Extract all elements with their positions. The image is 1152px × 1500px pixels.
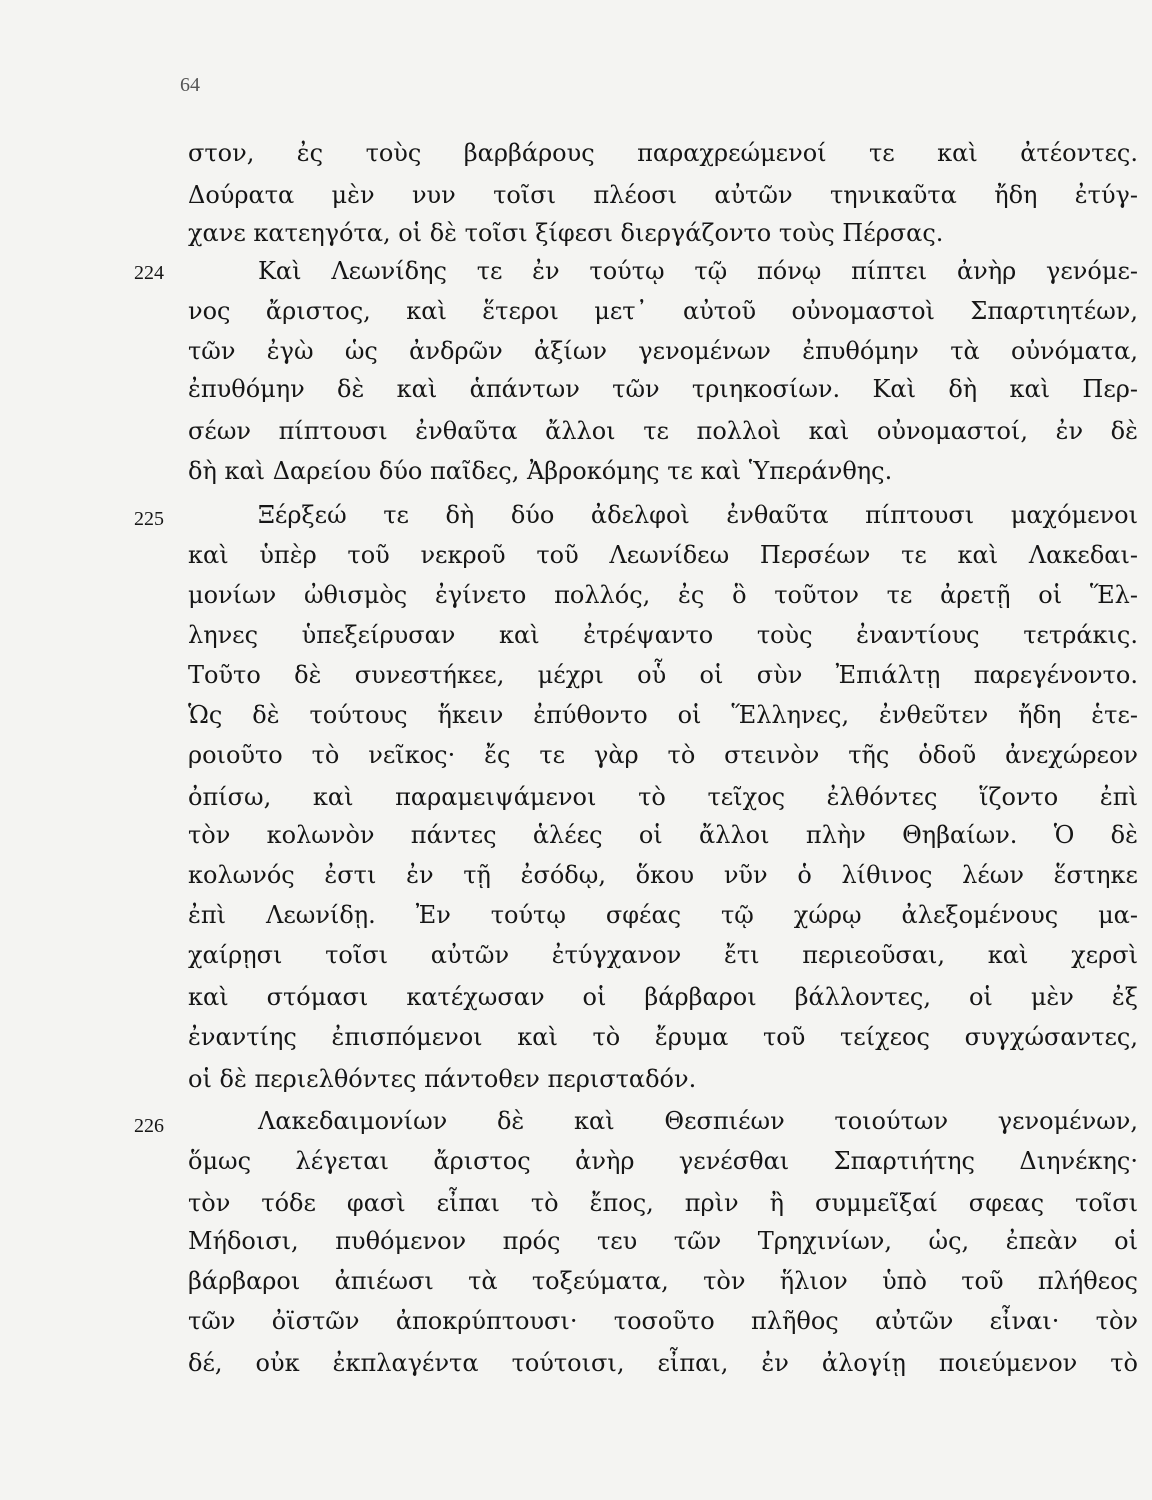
text-line: ὅμως λέγεται ἄριστος ἀνὴρ γενέσθαι Σπαρτιήτης Διηνέκης· [188,1147,1138,1175]
text-line: Ξέρξεώ τε δὴ δύο ἀδελφοὶ ἐνθαῦτα πίπτουσι μαχόμενοι [258,501,1138,529]
text-line: ἐναντίης ἐπισπόμενοι καὶ τὸ ἔρυμα τοῦ τείχεος συγχώσαντες, [188,1023,1138,1051]
text-line: χαίρῃσι τοῖσι αὐτῶν ἐτύγχανον ἔτι περιεοῦσαι, καὶ χερσὶ [188,941,1138,969]
section-number-224: 224 [134,262,164,284]
section-number-225: 225 [134,508,164,530]
section-number-226: 226 [134,1115,164,1137]
text-line: ἐπυθόμην δὲ καὶ ἁπάντων τῶν τριηκοσίων. Καὶ δὴ καὶ Περ- [188,375,1138,403]
text-line: ροιοῦτο τὸ νεῖκος· ἔς τε γὰρ τὸ στεινὸν τῆς ὁδοῦ ἀνεχώρεον [188,741,1138,769]
text-line: βάρβαροι ἀπιέωσι τὰ τοξεύματα, τὸν ἥλιον ὑπὸ τοῦ πλήθεος [188,1267,1138,1295]
text-line: δέ, οὐκ ἐκπλαγέντα τούτοισι, εἶπαι, ἐν ἀλογίῃ ποιεύμενον τὸ [188,1349,1138,1377]
text-line: καὶ στόμασι κατέχωσαν οἱ βάρβαροι βάλλοντες, οἱ μὲν ἐξ [188,983,1138,1011]
text-line: κολωνός ἐστι ἐν τῇ ἐσόδῳ, ὅκου νῦν ὁ λίθινος λέων ἕστηκε [188,861,1138,889]
text-line: Καὶ Λεωνίδης τε ἐν τούτῳ τῷ πόνῳ πίπτει ἀνὴρ γενόμε- [258,257,1138,285]
text-line: ἐπὶ Λεωνίδῃ. Ἐν τούτῳ σφέας τῷ χώρῳ ἀλεξομένους μα- [188,901,1138,929]
text-line: τῶν ὀϊστῶν ἀποκρύπτουσι· τοσοῦτο πλῆθος αὐτῶν εἶναι· τὸν [188,1307,1138,1335]
text-line: στον, ἐς τοὺς βαρβάρους παραχρεώμενοί τε καὶ ἀτέοντες. [188,139,1138,167]
text-line: ληνες ὑπεξείρυσαν καὶ ἐτρέψαντο τοὺς ἐναντίους τετράκις. [188,621,1138,649]
text-line: Μήδοισι, πυθόμενον πρός τευ τῶν Τρηχινίων, ὡς, ἐπεὰν οἱ [188,1227,1138,1255]
text-line: νος ἄριστος, καὶ ἕτεροι μετ᾽ αὐτοῦ οὐνομαστοὶ Σπαρτιητέων, [188,297,1138,325]
text-line: δὴ καὶ Δαρείου δύο παῖδες, Ἀβροκόμης τε καὶ Ὑπεράνθης. [188,457,893,485]
text-line: καὶ ὑπὲρ τοῦ νεκροῦ τοῦ Λεωνίδεω Περσέων τε καὶ Λακεδαι- [188,541,1138,569]
text-line: Τοῦτο δὲ συνεστήκεε, μέχρι οὗ οἱ σὺν Ἐπιάλτῃ παρεγένοντο. [188,661,1138,689]
text-line: μονίων ὠθισμὸς ἐγίνετο πολλός, ἐς ὃ τοῦτον τε ἀρετῇ οἱ Ἕλ- [188,581,1138,609]
text-line: ὀπίσω, καὶ παραμειψάμενοι τὸ τεῖχος ἐλθόντες ἵζοντο ἐπὶ [188,783,1138,811]
text-line: Δούρατα μὲν νυν τοῖσι πλέοσι αὐτῶν τηνικαῦτα ἤδη ἐτύγ- [188,181,1138,209]
text-line: τὸν κολωνὸν πάντες ἁλέες οἱ ἄλλοι πλὴν Θηβαίων. Ὁ δὲ [188,821,1138,849]
text-line: οἱ δὲ περιελθόντες πάντοθεν περισταδόν. [188,1065,697,1093]
text-line: χανε κατεηγότα, οἱ δὲ τοῖσι ξίφεσι διεργάζοντο τοὺς Πέρσας. [188,219,944,247]
text-line: Λακεδαιμονίων δὲ καὶ Θεσπιέων τοιούτων γενομένων, [258,1107,1138,1135]
text-line: σέων πίπτουσι ἐνθαῦτα ἄλλοι τε πολλοὶ καὶ οὐνομαστοί, ἐν δὲ [188,417,1138,445]
page-number: 64 [180,74,200,96]
text-line: Ὡς δὲ τούτους ἥκειν ἐπύθοντο οἱ Ἕλληνες, ἐνθεῦτεν ἤδη ἑτε- [188,701,1138,729]
text-line: τῶν ἐγὼ ὡς ἀνδρῶν ἀξίων γενομένων ἐπυθόμην τὰ οὐνόματα, [188,337,1138,365]
text-line: τὸν τόδε φασὶ εἶπαι τὸ ἔπος, πρὶν ἢ συμμεῖξαί σφεας τοῖσι [188,1189,1138,1217]
